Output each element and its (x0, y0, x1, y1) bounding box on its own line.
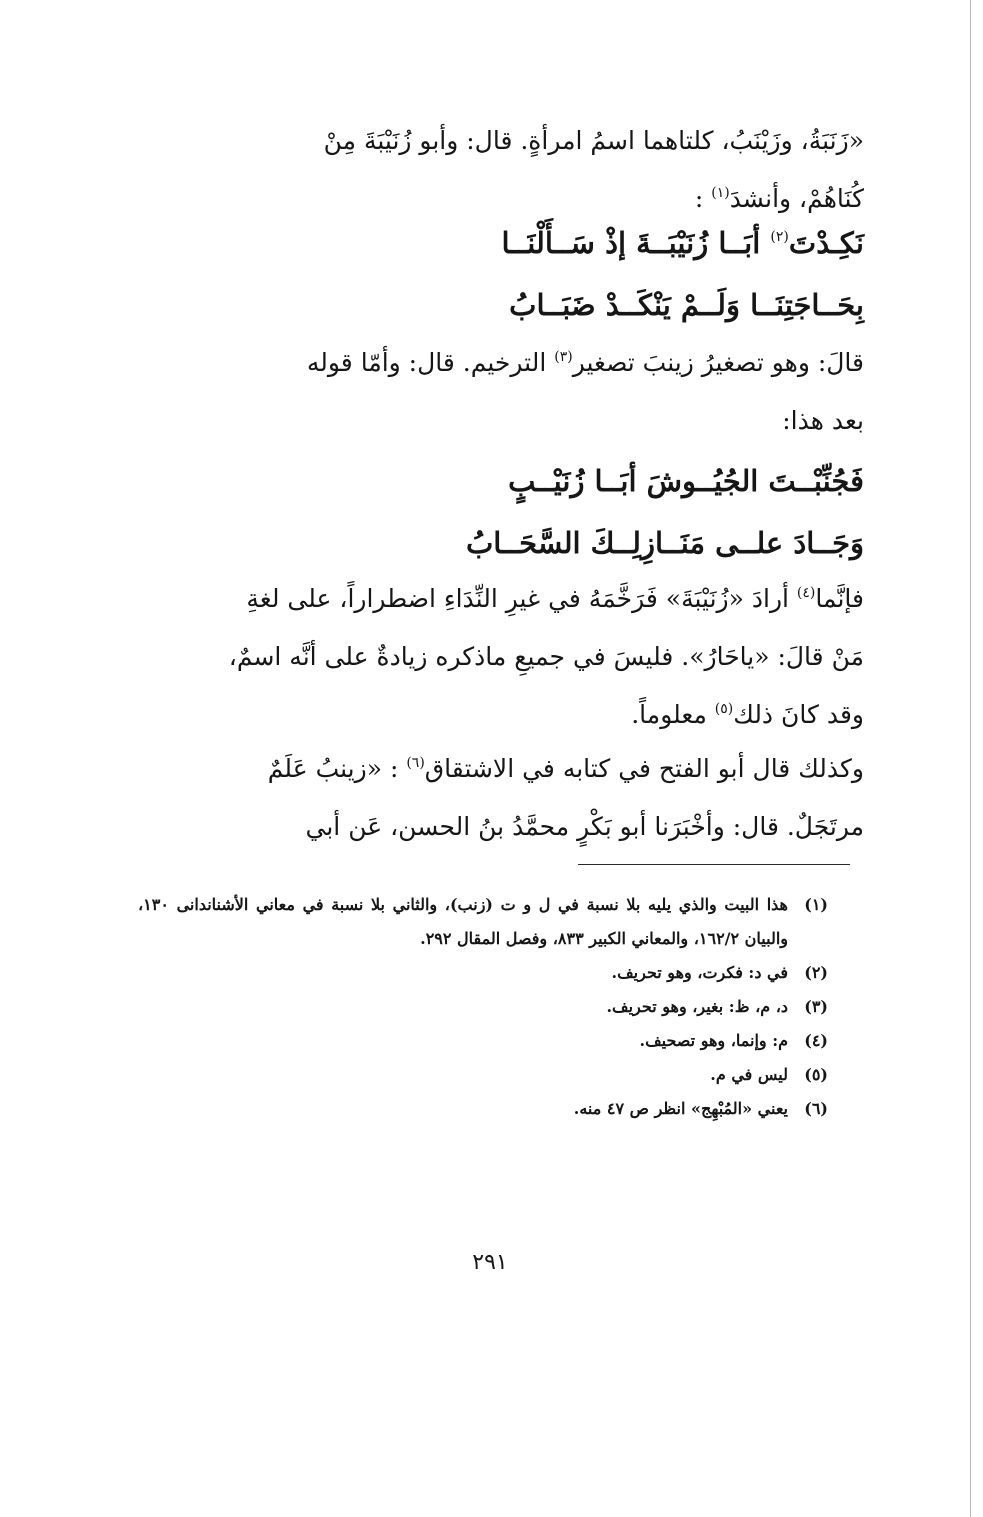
footnote-text: ليس في م. (710, 1065, 788, 1084)
paragraph-3-line-1-tail: أرادَ «زُنَيْبَةَ» فَرَخَّمَهُ في غيرِ النِّدَاءِ اضطراراً، على لغةِ (246, 584, 797, 613)
verse-1-rest: أبَــا زُنَيْبَــةَ إذْ سَــأَلْنَــا (501, 226, 771, 260)
paragraph-3-line-3-tail: معلوماً. (631, 700, 715, 729)
paragraph-3-line-1 (138, 570, 864, 628)
paragraph-1 (138, 112, 864, 228)
footnote-ref-4: (٤) (796, 585, 816, 601)
paragraph-2 (138, 334, 864, 450)
footnote-ref-3: (٣) (554, 349, 573, 365)
footnote-number: (٢) (804, 963, 828, 982)
paragraph-4-line-1-tail: : «زينبُ عَلَمٌ (267, 754, 407, 783)
footnote-text: في د: فكرت، وهو تحريف. (611, 963, 788, 982)
footnote-text: د، م، ظ: بغير، وهو تحريف. (606, 997, 788, 1016)
footnote-number: (٤) (804, 1031, 828, 1050)
footnotes (138, 888, 828, 1126)
footnote-text: يعني «المُبْهِج» انظر ص ٤٧ منه. (573, 1099, 788, 1118)
footnote-5 (138, 1058, 828, 1092)
paragraph-2-line-2: بعد هذا: (782, 406, 864, 435)
paragraph-3-line-3-text: وقد كانَ ذلك (733, 700, 864, 729)
verse-1-hemistich-1 (138, 212, 864, 274)
page-number: ٢٩١ (472, 1250, 508, 1275)
footnote-text: هذا البيت والذي يليه بلا نسبة في ل و ت (زنب)، والثاني بلا نسبة في معاني الأشناندانى ١٣٠، والبيان ١٦٢/٢، والمعاني الكبير ٨٣٣، وفصل المقال ٢٩٢. (138, 895, 788, 948)
scan-edge-line (970, 0, 971, 1517)
verse-1-word: نَكِـدْتَ (788, 226, 864, 260)
paragraph-3 (138, 570, 864, 744)
verse-1 (138, 212, 864, 336)
footnote-number: (٥) (804, 1065, 828, 1084)
paragraph-1-line-1: «زَنَبَةُ، وزَيْنَبُ، كلتاهما اسمُ امرأةٍ. قال: وأبو زُنَيْبَةَ مِنْ (323, 126, 864, 155)
verse-1-hemistich-2: بِحَــاجَتِنَــا وَلَــمْ يَنْكَــدْ ضَبَــابُ (509, 288, 864, 322)
paragraph-4-line-1-text: وكذلك قال أبو الفتح في كتابه في الاشتقاق (424, 754, 864, 783)
paragraph-3-line-2: مَنْ قالَ: «ياحَارُ». فليسَ في جميعِ ماذكره زيادةٌ على أنَّه اسمٌ، (228, 642, 864, 671)
footnote-1 (138, 888, 828, 956)
footnote-text: م: وإنما، وهو تصحيف. (639, 1031, 788, 1050)
paragraph-2-line-1-tail: الترخيم. قال: وأمّا قوله (306, 348, 555, 377)
footnote-number: (٣) (804, 997, 828, 1016)
verse-2-hemistich-1: فَجُنِّبْــتَ الجُيُــوشَ أبَــا زُنَيْــبٍ (508, 464, 864, 498)
paragraph-3-line-3 (138, 686, 864, 744)
footnote-3 (138, 990, 828, 1024)
footnote-number: (٦) (804, 1099, 828, 1118)
verse-2 (138, 450, 864, 574)
footnote-ref-5: (٥) (714, 701, 734, 717)
paragraph-4-line-2: مرتَجَلٌ. قال: وأخْبَرَنا أبو بَكْرٍ محمَّدُ بنُ الحسن، عَن أبي (305, 812, 864, 841)
paragraph-1-line-2-text: كُنَاهُمْ، وأنشدَ (729, 184, 864, 213)
paragraph-4 (138, 740, 864, 856)
paragraph-4-line-1 (138, 740, 864, 798)
footnote-4 (138, 1024, 828, 1058)
paragraph-1-line-2-tail: : (694, 184, 712, 213)
verse-2-hemistich-2: وَجَــادَ علــى مَنَــازِلِــكَ السَّحَــابُ (465, 526, 864, 560)
footnote-ref-6: (٦) (406, 755, 425, 771)
footnote-ref-2: (٢) (770, 229, 789, 245)
footnote-number: (١) (804, 895, 828, 914)
paragraph-3-line-1-text: فإنَّما (815, 584, 864, 613)
paragraph-2-line-1 (138, 334, 864, 392)
footnote-separator (578, 864, 850, 865)
paragraph-2-line-1-text: قالَ: وهو تصغيرُ زينبَ تصغير (572, 348, 864, 377)
footnote-ref-1: (١) (711, 185, 730, 201)
footnote-2 (138, 956, 828, 990)
footnote-6 (138, 1092, 828, 1126)
